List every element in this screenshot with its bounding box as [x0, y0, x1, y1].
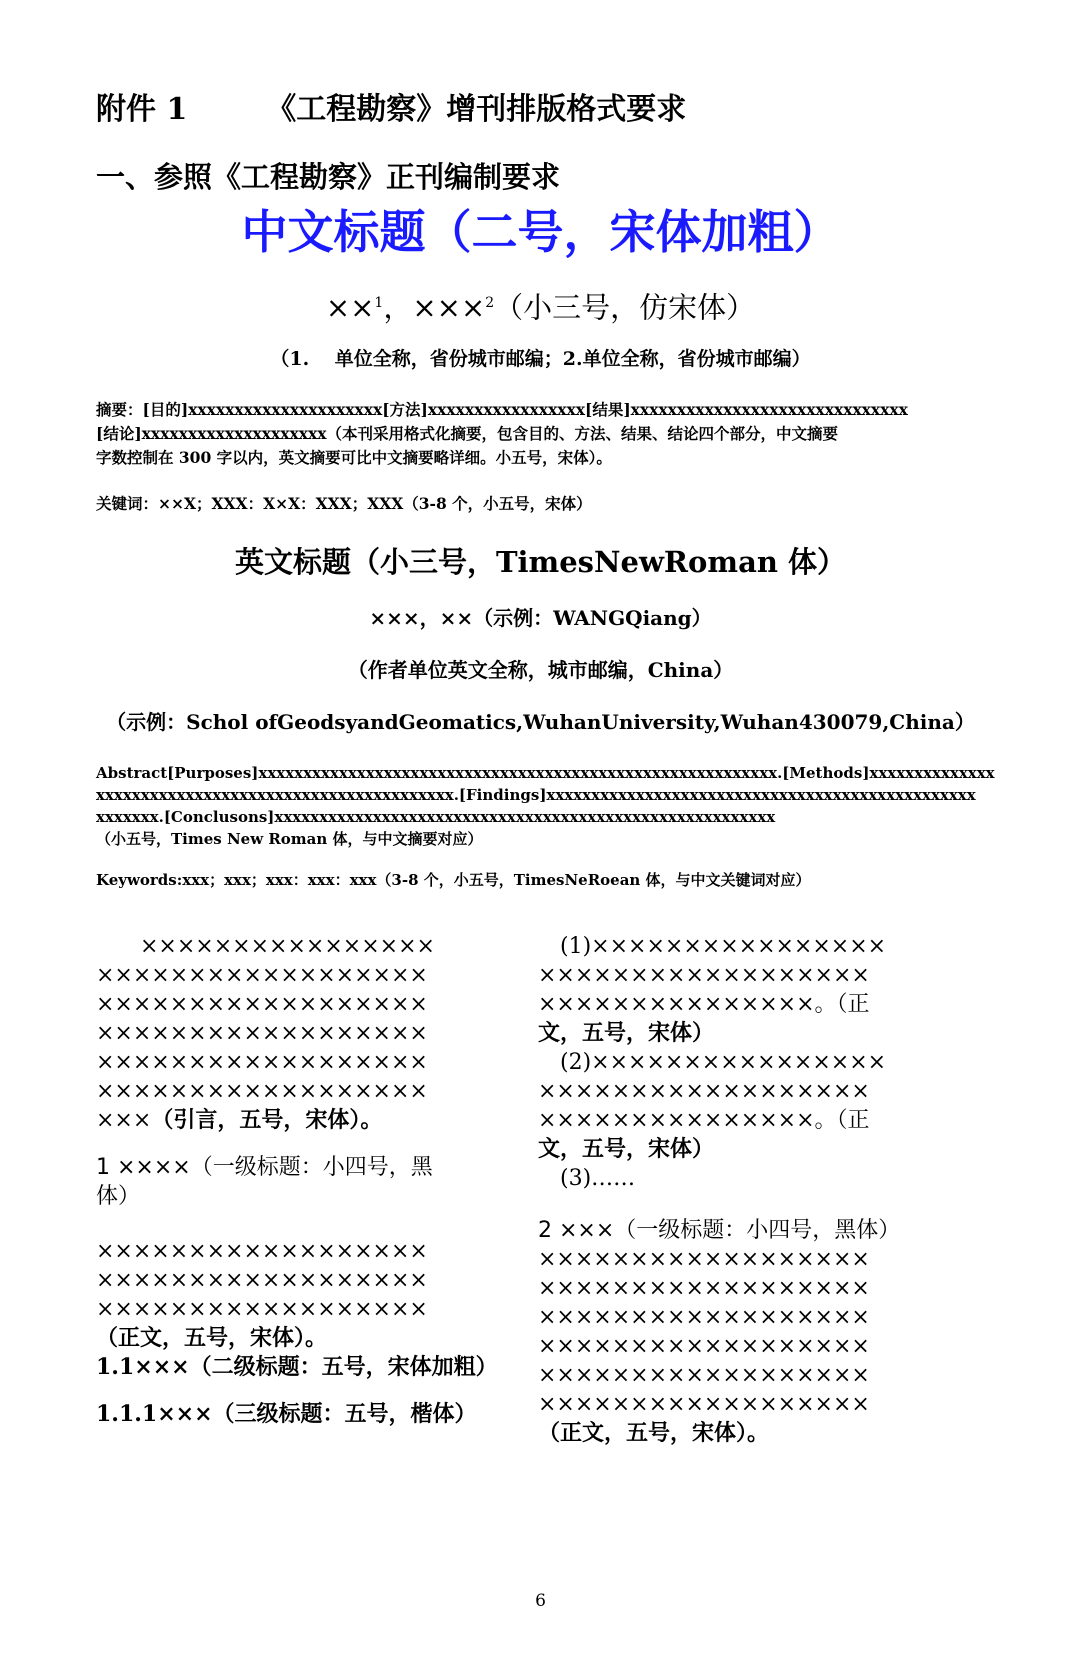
item-1-note: 文，五号，宋体）: [538, 1020, 715, 1046]
english-affiliation-example: （示例：Schol ofGeodsyandGeomatics,WuhanUniversity,Wuhan430079,China）: [106, 710, 975, 734]
chinese-abstract: [96, 398, 976, 470]
abstract-en-line: xxxxxxx.[Conclusons]xxxxxxxxxxxxxxxxxxxxxxxxxxxxxxxxxxxxxxxxxxxxxxxxxxxxxxxx: [96, 808, 776, 826]
intro-line: ××××××××××××××××××: [96, 1021, 428, 1046]
body-format-note: （正文，五号，宋体）。: [96, 1325, 328, 1351]
item-1-line: ×××××××××××××××。（正: [538, 992, 870, 1017]
item-2-line: ×××××××××××××××。（正: [538, 1108, 870, 1133]
level3-heading: 1.1.1×××（三级标题：五号，楷体）: [96, 1401, 477, 1427]
english-affiliation: （作者单位英文全称，城市邮编，China）: [347, 658, 734, 682]
right-column: [538, 932, 954, 1448]
intro-end-x: ×××: [96, 1108, 152, 1133]
intro-line: ××××××××××××××××××: [96, 992, 428, 1017]
item-3-line: (3)……: [538, 1166, 636, 1191]
abstract-line: 摘要：[目的]xxxxxxxxxxxxxxxxxxxxx[方法]xxxxxxxxxxxxxxxxx[结果]xxxxxxxxxxxxxxxxxxxxxxxxxxxxxx: [96, 400, 908, 419]
intro-end-line: [96, 1106, 512, 1135]
level1-heading-line: 体）: [96, 1184, 141, 1209]
abstract-en-line: xxxxxxxxxxxxxxxxxxxxxxxxxxxxxxxxxxxxxxxx.[Findings]xxxxxxxxxxxxxxxxxxxxxxxxxxxxxxxxxxxxxxxxxxxxxxxx: [96, 786, 976, 804]
item-1-line: ××××××××××××××××××: [538, 963, 870, 988]
level2-heading: 1.1×××（二级标题：五号，宋体加粗）: [96, 1354, 498, 1380]
chinese-keywords: 关键词：××X；XXX：X×X：XXX；XXX（3-8 个，小五号，宋体）: [96, 494, 592, 513]
page-number: 6: [535, 1591, 546, 1611]
level1-heading-line: 1 ××××（一级标题：小四号，黑: [96, 1155, 433, 1180]
body-line: ××××××××××××××××××: [96, 1239, 428, 1264]
author-1: ××: [325, 290, 375, 325]
item-2-line: (2)××××××××××××××××: [538, 1050, 887, 1075]
abstract-line: [结论]xxxxxxxxxxxxxxxxxxxx（本刊采用格式化摘要，包含目的、方法、结果、结论四个部分，中文摘要: [96, 424, 838, 443]
item-2-line: ××××××××××××××××××: [538, 1079, 870, 1104]
chinese-authors: [0, 284, 1081, 327]
body-line: ××××××××××××××××××: [538, 1363, 870, 1388]
abstract-en-line: Abstract[Purposes]xxxxxxxxxxxxxxxxxxxxxxxxxxxxxxxxxxxxxxxxxxxxxxxxxxxxxxxxxx.[Methods]xxxxxxxxxxxxxx: [96, 764, 995, 782]
attachment-label: 附件 1: [96, 92, 188, 127]
chinese-title: 中文标题（二号，宋体加粗）: [241, 205, 840, 259]
english-title: 英文标题（小三号，TimesNewRoman 体）: [234, 545, 847, 579]
body-line: ××××××××××××××××××: [96, 1268, 428, 1293]
body-line: ××××××××××××××××××: [538, 1305, 870, 1330]
english-abstract: [96, 762, 995, 850]
english-keywords: Keywords:xxx；xxx；xxx：xxx：xxx（3-8 个，小五号，TimesNeRoean 体，与中文关键词对应）: [96, 871, 811, 889]
body-line: ××××××××××××××××××: [538, 1334, 870, 1359]
author-2-affiliation-mark: 2: [485, 295, 495, 311]
left-column: [96, 932, 512, 1429]
author-2: ，×××: [383, 290, 486, 325]
abstract-line: 字数控制在 300 字以内，英文摘要可比中文摘要略详细。小五号，宋体）。: [96, 448, 612, 467]
intro-line: ××××××××××××××××××: [96, 1079, 428, 1104]
body-line: ××××××××××××××××××: [538, 1392, 870, 1417]
attachment-heading: [96, 90, 686, 130]
item-1-line: (1)××××××××××××××××: [538, 934, 887, 959]
abstract-en-line: （小五号，Times New Roman 体，与中文摘要对应）: [96, 830, 483, 848]
english-authors: ×××，××（示例：WANGQiang）: [369, 606, 712, 630]
body-line: ××××××××××××××××××: [538, 1247, 870, 1272]
attachment-title: 《工程勘察》增刊排版格式要求: [266, 92, 687, 127]
intro-line: ××××××××××××××××: [96, 934, 435, 959]
body-line: ××××××××××××××××××: [538, 1276, 870, 1301]
body-line: ××××××××××××××××××: [96, 1297, 428, 1322]
item-2-note: 文，五号，宋体）: [538, 1136, 715, 1162]
section-heading-1: 一、参照《工程勘察》正刊编制要求: [96, 160, 561, 194]
intro-line: ××××××××××××××××××: [96, 963, 428, 988]
author-1-affiliation-mark: 1: [374, 295, 384, 311]
intro-line: ××××××××××××××××××: [96, 1050, 428, 1075]
level1-heading-2: 2 ×××（一级标题：小四号，黑体）: [538, 1218, 901, 1243]
body-format-note: （正文，五号，宋体）。: [538, 1420, 770, 1446]
chinese-affiliation: （1. 单位全称，省份城市邮编；2.单位全称，省份城市邮编）: [270, 348, 811, 370]
authors-format-note: （小三号，仿宋体）: [494, 290, 756, 325]
intro-format-note: （引言，五号，宋体）。: [151, 1107, 383, 1133]
